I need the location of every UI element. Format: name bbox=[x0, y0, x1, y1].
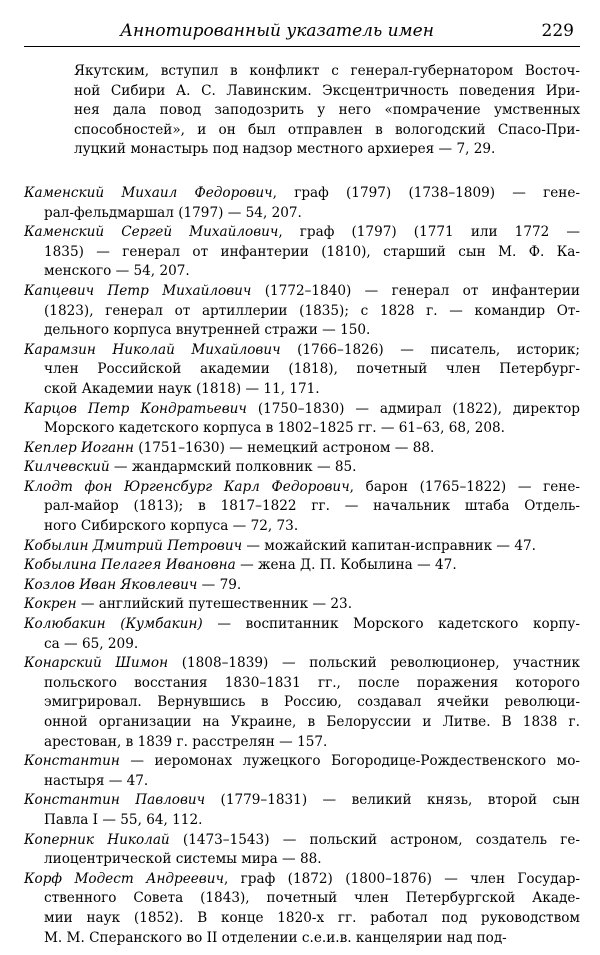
entry-name: Константин bbox=[24, 753, 120, 770]
text-line: способностей», и он был отправлен в вологодский Спасо-При- bbox=[74, 121, 580, 138]
text-line: арестован, в 1839 г. расстрелян — 157. bbox=[44, 733, 328, 750]
text-line bbox=[24, 831, 580, 851]
text-line: член Российской академии (1818), почетный член Петербург- bbox=[44, 361, 580, 378]
index-entry bbox=[24, 537, 580, 557]
entry-name: Килчевский bbox=[24, 459, 110, 476]
entry-text: — иеромонах лужецкого Богородице-Рождественского мо- bbox=[119, 753, 580, 770]
index-entry bbox=[24, 654, 580, 752]
text-line: онной организации на Украине, в Белоруссии и Литве. В 1838 г. bbox=[44, 714, 580, 730]
text-line bbox=[24, 223, 580, 243]
text-line bbox=[24, 791, 580, 811]
entry-name: Капцевич Петр Михайлович bbox=[24, 282, 252, 299]
entry-name: Кобылин Дмитрий Петрович bbox=[24, 537, 243, 554]
index-entry bbox=[24, 831, 580, 870]
text-line: дельного корпуса внутренней стражи — 150. bbox=[44, 322, 371, 339]
text-line: настыря — 47. bbox=[44, 772, 149, 789]
index-entry bbox=[24, 615, 580, 654]
running-title: Аннотированный указатель имен bbox=[120, 21, 434, 41]
index-entry bbox=[24, 341, 580, 400]
running-header bbox=[24, 18, 580, 47]
text-line: (1823), генерал от артиллерии (1835); с 1828 г. — командир От- bbox=[44, 302, 580, 319]
entry-name: Колюбакин (Кумбакин) bbox=[24, 616, 203, 633]
entry-name: Кобылина Пелагея Ивановна bbox=[24, 557, 236, 574]
text-line bbox=[24, 595, 580, 615]
text-line bbox=[24, 439, 580, 459]
entry-name: Корф Модест Андреевич bbox=[24, 870, 224, 887]
entry-name: Кокрен bbox=[24, 596, 77, 613]
entry-text: — можайский капитан-исправник — 47. bbox=[242, 537, 536, 554]
entry-name: Коперник Николай bbox=[24, 831, 170, 848]
entry-name: Карамзин Николай Михайлович bbox=[24, 341, 281, 358]
entry-text: , граф (1872) (1800–1876) — член Государ- bbox=[223, 870, 580, 887]
text-line bbox=[24, 752, 580, 772]
entry-name: Константин Павлович bbox=[24, 792, 206, 809]
text-line bbox=[24, 400, 580, 420]
entry-text: — воспитанник Морского кадетского корпу- bbox=[202, 616, 580, 633]
text-line bbox=[24, 478, 580, 498]
index-entry bbox=[24, 282, 580, 341]
index-entry bbox=[24, 791, 580, 830]
index-entry bbox=[24, 400, 580, 439]
index-entries bbox=[24, 184, 580, 948]
entry-text: — 79. bbox=[197, 576, 242, 593]
text-line bbox=[24, 870, 580, 890]
index-entry bbox=[24, 556, 580, 576]
index-entry bbox=[24, 478, 580, 537]
index-body bbox=[24, 62, 580, 948]
index-entry bbox=[24, 458, 580, 478]
entry-text: (1772–1840) — генерал от инфантерии bbox=[251, 282, 580, 299]
index-entry bbox=[24, 595, 580, 615]
text-line bbox=[24, 184, 580, 204]
text-line: менского — 54, 207. bbox=[44, 263, 190, 280]
entry-text: (1473–1543) — польский астроном, создатель ге- bbox=[169, 831, 581, 848]
text-line: нея дала повод заподозрить у него «помрачение умственных bbox=[74, 102, 580, 119]
entry-text: (1808–1839) — польский революционер, участник bbox=[168, 655, 581, 672]
index-entry bbox=[24, 576, 580, 596]
text-line: Павла I — 55, 64, 112. bbox=[44, 811, 203, 828]
entry-text: — жена Д. П. Кобылина — 47. bbox=[235, 557, 457, 574]
text-line: М. М. Сперанского во II отделении с.е.и.в. канцелярии над под- bbox=[44, 929, 507, 946]
text-line bbox=[24, 615, 580, 635]
entry-name: Каменский Сергей Михайлович bbox=[24, 224, 279, 241]
text-line bbox=[24, 458, 580, 478]
text-line: са — 65, 209. bbox=[44, 635, 139, 652]
entry-name: Конарский Шимон bbox=[24, 655, 169, 672]
entry-text: (1751–1630) — немецкий астроном — 88. bbox=[133, 439, 435, 456]
continued-entry bbox=[74, 62, 580, 160]
text-line: ной Сибири А. С. Лавинским. Эксцентричность поведения Ири- bbox=[74, 82, 580, 99]
text-line bbox=[24, 654, 580, 674]
text-line: рал-майор (1813); в 1817–1822 гг. — начальник штаба Отдель- bbox=[44, 498, 580, 515]
page-number: 229 bbox=[541, 21, 574, 41]
text-line bbox=[24, 341, 580, 361]
text-line bbox=[24, 537, 580, 557]
text-line: эмигрировал. Вернувшись в Россию, создавал ячейки революци- bbox=[44, 694, 580, 711]
entry-text: , граф (1797) (1738–1809) — гене- bbox=[272, 184, 580, 201]
index-entry bbox=[24, 439, 580, 459]
entry-text: — английский путешественник — 23. bbox=[76, 596, 353, 613]
text-line: ственного Совета (1843), почетный член Петербургской Акаде- bbox=[44, 890, 580, 907]
index-entry bbox=[24, 752, 580, 791]
text-line: ного Сибирского корпуса — 72, 73. bbox=[44, 518, 299, 535]
entry-text: (1779–1831) — великий князь, второй сын bbox=[205, 792, 580, 809]
entry-text: (1766–1826) — писатель, историк; bbox=[280, 341, 581, 358]
index-entry bbox=[24, 223, 580, 282]
text-line bbox=[24, 282, 580, 302]
text-line: луцкий монастырь под надзор местного архиерея — 7, 29. bbox=[74, 141, 496, 158]
entry-text: — жандармский полковник — 85. bbox=[109, 459, 357, 476]
text-line bbox=[24, 556, 580, 576]
entry-name: Клодт фон Юргенсбург Карл Федорович bbox=[24, 478, 350, 495]
index-entry bbox=[24, 870, 580, 948]
text-line: лиоцентрической системы мира — 88. bbox=[44, 851, 322, 868]
text-line: польского восстания 1830–1831 гг., после поражения которого bbox=[44, 674, 580, 691]
text-line bbox=[24, 576, 580, 596]
entry-name: Каменский Михаил Федорович bbox=[24, 184, 273, 201]
entry-name: Козлов Иван Яковлевич bbox=[24, 576, 198, 593]
entry-text: , барон (1765–1822) — генe- bbox=[349, 478, 580, 495]
text-line: мии наук (1852). В конце 1820-х гг. работал под руководством bbox=[44, 909, 580, 926]
entry-name: Кеплер Иоганн bbox=[24, 439, 134, 456]
text-line: ской Академии наук (1818) — 11, 171. bbox=[44, 380, 320, 397]
entry-text: , граф (1797) (1771 или 1772 — bbox=[278, 224, 580, 241]
text-line: рал-фельдмаршал (1797) — 54, 207. bbox=[44, 204, 302, 221]
entry-text: (1750–1830) — адмирал (1822), директор bbox=[246, 400, 580, 417]
entry-name: Карцов Петр Кондратьевич bbox=[24, 400, 247, 417]
text-line: Якутским, вступил в конфликт с генерал-губернатором Восточ- bbox=[74, 63, 580, 79]
text-line: Морского кадетского корпуса в 1802–1825 гг. — 61–63, 68, 208. bbox=[44, 420, 505, 437]
text-line: 1835) — генерал от инфантерии (1810), старший сын М. Ф. Ка- bbox=[44, 243, 580, 260]
index-entry bbox=[24, 184, 580, 223]
